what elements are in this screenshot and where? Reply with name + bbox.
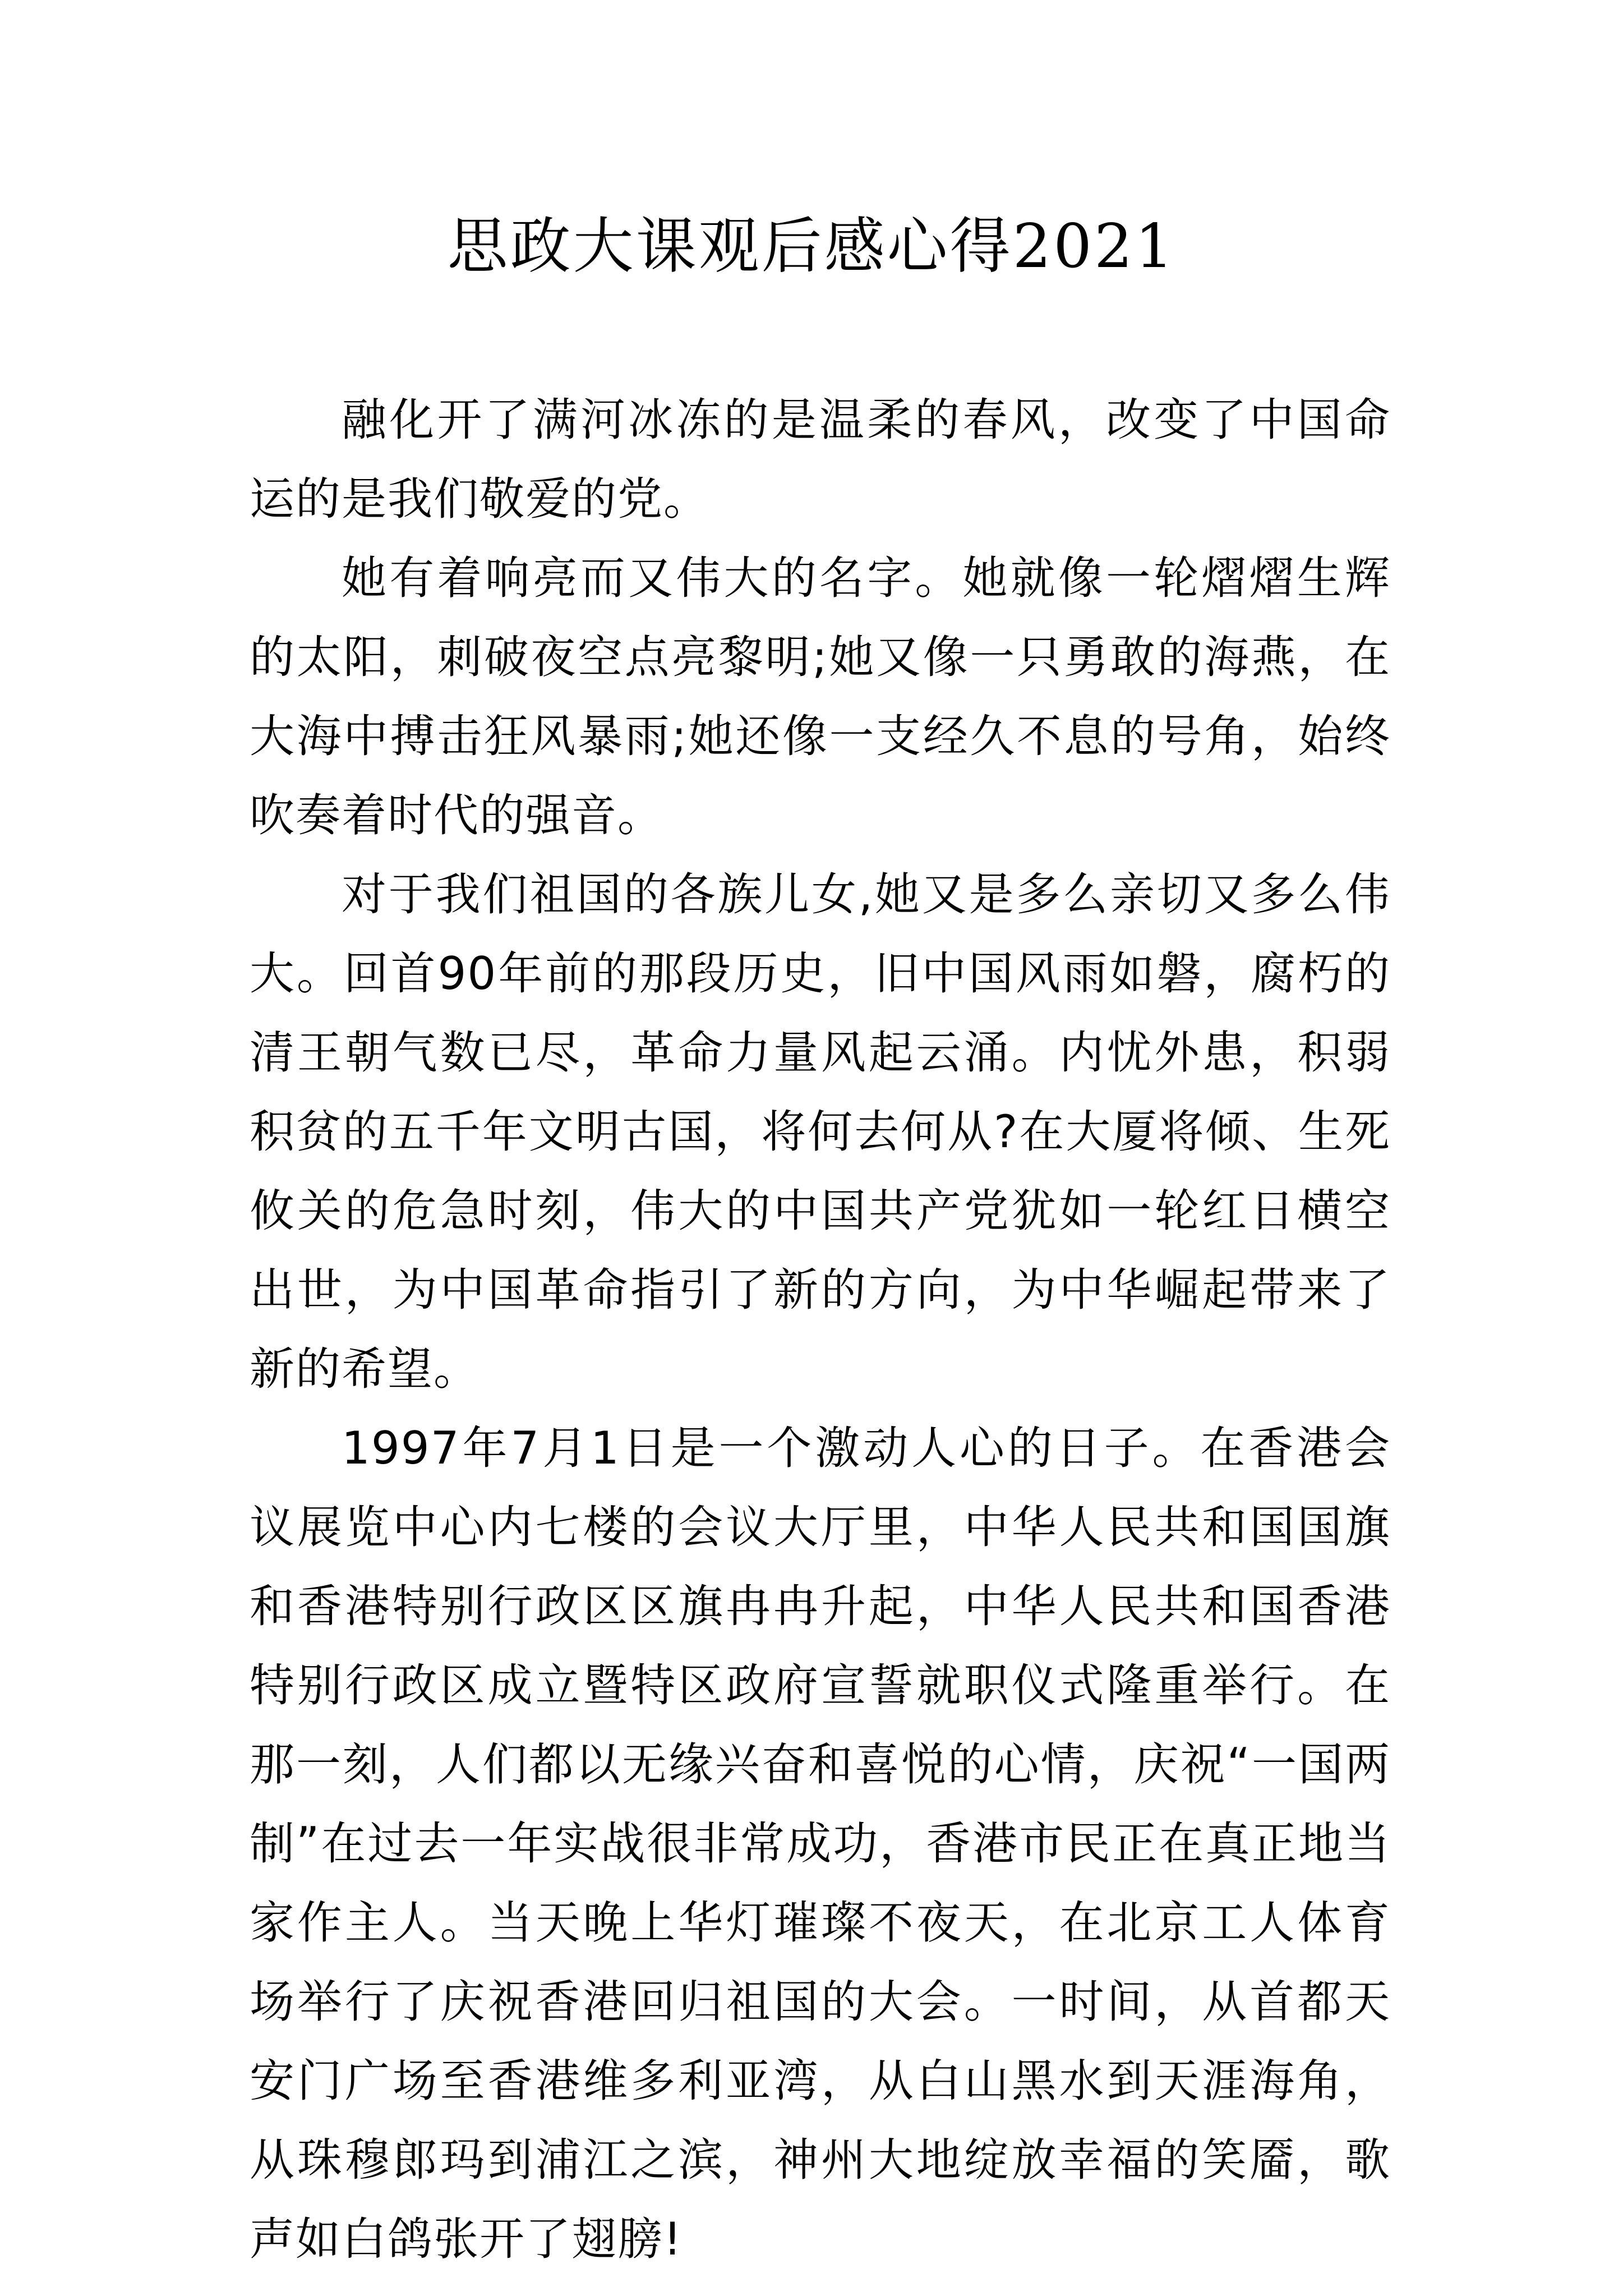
- document-body: [250, 380, 1391, 2279]
- document-title: 思政大课观后感心得2021: [447, 211, 1176, 282]
- paragraph: 融化开了满河冰冻的是温柔的春风，改变了中国命运的是我们敬爱的党。: [250, 394, 1391, 525]
- paragraph: 1997年7月1日是一个激动人心的日子。在香港会议展览中心内七楼的会议大厅里，中华人民共和国国旗和香港特别行政区区旗冉冉升起，中华人民共和国香港特别行政区成立暨特区政府宣誓就职仪式隆重举行。在那一刻，人们都以无缘兴奋和喜悦的心情，庆祝“一国两制”在过去一年实战很非常成功，香港市民正在真正地当家作主人。当天晚上华灯璀璨不夜天，在北京工人体育场举行了庆祝香港回归祖国的大会。一时间，从首都天安门广场至香港维多利亚湾，从白山黑水到天涯海角，从珠穆郎玛到浦江之滨，神州大地绽放幸福的笑靥，歌声如白鸽张开了翅膀!: [250, 1422, 1391, 2265]
- paragraph: 对于我们祖国的各族儿女,她又是多么亲切又多么伟大。回首90年前的那段历史，旧中国风雨如磐，腐朽的清王朝气数已尽，革命力量风起云涌。内忧外患，积弱积贫的五千年文明古国，将何去何从?在大厦将倾、生死攸关的危急时刻，伟大的中国共产党犹如一轮红日横空出世，为中国革命指引了新的方向，为中华崛起带来了新的希望。: [250, 868, 1391, 1395]
- paragraph: 她有着响亮而又伟大的名字。她就像一轮熠熠生辉的太阳，刺破夜空点亮黎明;她又像一只勇敢的海燕，在大海中搏击狂风暴雨;她还像一支经久不息的号角，始终吹奏着时代的强音。: [250, 552, 1391, 841]
